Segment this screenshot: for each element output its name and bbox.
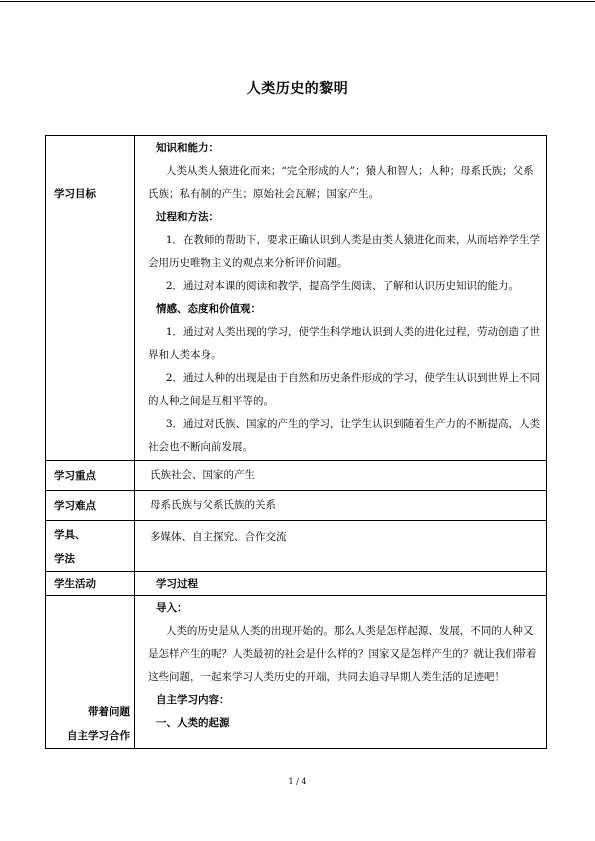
row-key-points [46,461,547,491]
row-difficulties [46,491,547,521]
knowledge-text: 人类从类人猿进化而来；“完全形成的人”；猿人和智人；人种；母系氏族；父系氏族；私有制的产生；原始社会瓦解；国家产生。 [148,165,534,200]
process-label [46,596,135,749]
emotion-heading: 情感、态度和价值观： [156,303,261,315]
page-title: 人类历史的黎明 [246,81,349,97]
objectives-label: 学习目标 [46,136,135,461]
row-objectives [46,136,547,461]
activity-header-label: 学生活动 [46,572,135,596]
lesson-plan-table [45,135,547,749]
emotion-item-3: 3．通过对氏族、国家的产生的学习，让学生认识到随着生产力的不断提高，人类社会也不断向前发展。 [148,418,541,453]
header-rule [0,1,595,2]
process-label-line1: 带着问题 [88,706,130,718]
row-activity-header [46,572,547,596]
tools-label-line2: 学法 [54,553,75,565]
intro-text: 人类的历史是从人类的出现开始的。那么人类是怎样起源、发展，不同的人种又是怎样产生的呢？人类最初的社会是什么样的？国家又是怎样产生的？就让我们带着这些问题，一起来学习人类历史的开端，共同去追寻早期人类生活的足迹吧！ [148,625,537,683]
section-heading: 一、人类的起源 [156,717,230,729]
activity-header-text: 学习过程 [135,572,547,596]
key-points-label: 学习重点 [46,461,135,491]
process-label-line2: 自主学习合作 [67,730,130,742]
process-item-2: 2．通过对本课的阅读和教学，提高学生阅读、了解和认识历史知识的能力。 [165,280,520,292]
tools-methods-label [46,521,135,572]
knowledge-heading: 知识和能力： [156,142,219,154]
difficulties-label: 学习难点 [46,491,135,521]
emotion-item-1: 1．通过对人类出现的学习，使学生科学地认识到人类的进化过程，劳动创造了世界和人类本身。 [148,326,541,361]
self-study-heading: 自主学习内容： [156,694,230,706]
objectives-content [135,136,547,461]
emotion-item-2: 2．通过人种的出现是由于自然和历史条件形成的学习，使学生认识到世界上不同的人种之间是互相平等的。 [148,372,541,407]
row-process [46,596,547,749]
row-tools-methods [46,521,547,572]
process-heading: 过程和方法： [156,211,219,223]
tools-methods-text: 多媒体、自主探究、合作交流 [135,521,547,572]
process-content [135,596,547,749]
difficulties-text: 母系氏族与父系氏族的关系 [135,491,547,521]
intro-heading: 导入： [156,602,188,614]
page-number: 1 / 4 [288,777,307,786]
tools-label-line1: 学具、 [54,529,86,541]
key-points-text: 氏族社会、国家的产生 [135,461,547,491]
process-item-1: 1．在教师的帮助下，要求正确认识到人类是由类人猿进化而来，从而培养学生学会用历史唯物主义的观点来分析评价问题。 [148,234,541,269]
